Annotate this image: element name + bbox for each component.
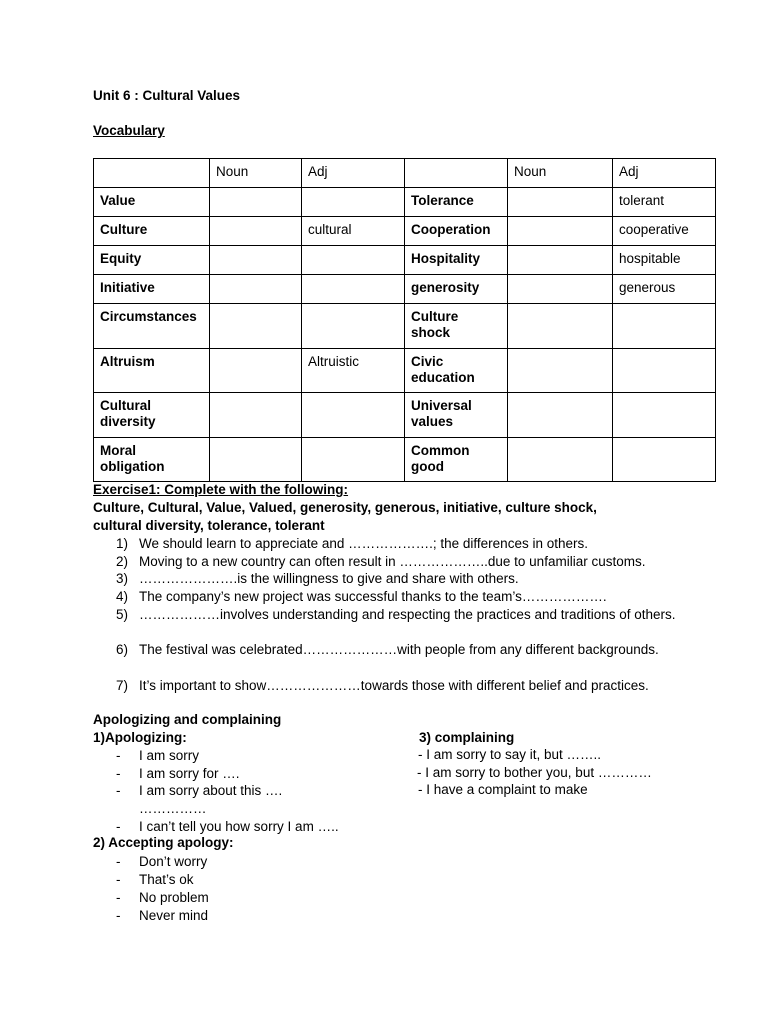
table-term-cell: Circumstances [94, 304, 210, 349]
item-text: Moving to a new country can often result in ………………..due to unfamiliar customs. [139, 554, 646, 569]
table-cell: Altruistic [302, 349, 405, 393]
complaining-phrase: - I am sorry to bother you, but ………… [417, 765, 652, 780]
table-cell [613, 349, 716, 393]
item-number: 1) [116, 536, 129, 551]
table-cell: cooperative [613, 217, 716, 246]
table-row [94, 188, 716, 217]
item-number: 6) [116, 642, 129, 657]
exercise1-heading: Exercise1: Complete with the following: [93, 482, 349, 497]
accepting-phrase: No problem [139, 890, 209, 905]
dash-bullet: - [116, 748, 121, 763]
table-term-cell: Value [94, 188, 210, 217]
table-cell [508, 393, 613, 438]
item-text: ………………involves understanding and respecting the practices and traditions of others. [139, 607, 676, 622]
vocabulary-table [93, 158, 716, 482]
complaining-heading: 3) complaining [419, 730, 515, 745]
table-cell [613, 393, 716, 438]
apology-phrase-continuation: …………… [139, 801, 207, 816]
vocabulary-heading: Vocabulary [93, 123, 165, 138]
table-header-cell: Noun [210, 159, 302, 188]
table-header-cell: Noun [508, 159, 613, 188]
accepting-phrase: Never mind [139, 908, 209, 923]
table-cell [508, 349, 613, 393]
table-cell [613, 304, 716, 349]
table-header-cell [405, 159, 508, 188]
table-term-cell: Culture shock [405, 304, 508, 349]
apologizing-complaining-heading: Apologizing and complaining [93, 712, 282, 727]
dash-bullet: - [116, 783, 121, 798]
table-cell [210, 188, 302, 217]
table-cell [302, 438, 405, 482]
table-row [94, 349, 716, 393]
table-term-cell: Moral obligation [94, 438, 210, 482]
table-cell [508, 275, 613, 304]
accepting-phrase: Don’t worry [139, 854, 208, 869]
accepting-phrase: That’s ok [139, 872, 194, 887]
table-cell [210, 349, 302, 393]
table-row [94, 217, 716, 246]
dash-bullet: - [116, 890, 121, 905]
table-cell [613, 438, 716, 482]
table-cell: cultural [302, 217, 405, 246]
item-text: The festival was celebrated…………………with people from any different backgrounds. [139, 642, 659, 657]
table-cell: hospitable [613, 246, 716, 275]
table-term-cell: Universal values [405, 393, 508, 438]
table-term-cell: Hospitality [405, 246, 508, 275]
table-term-cell: Initiative [94, 275, 210, 304]
apologizing-heading: 1)Apologizing: [93, 730, 187, 745]
table-term-cell: Culture [94, 217, 210, 246]
table-header-row [94, 159, 716, 188]
table-term-cell: Altruism [94, 349, 210, 393]
table-cell: tolerant [613, 188, 716, 217]
dash-bullet: - [116, 908, 121, 923]
table-cell: generous [613, 275, 716, 304]
table-cell [508, 438, 613, 482]
item-text: The company’s new project was successful thanks to the team’s………………. [139, 589, 607, 604]
dash-bullet: - [116, 819, 121, 834]
apology-phrase: I can’t tell you how sorry I am ….. [139, 819, 339, 834]
table-term-cell: Common good [405, 438, 508, 482]
table-row [94, 246, 716, 275]
dash-bullet: - [116, 854, 121, 869]
table-cell [302, 304, 405, 349]
table-row [94, 438, 716, 482]
item-text: We should learn to appreciate and ……………….; the differences in others. [139, 536, 588, 551]
table-cell [302, 275, 405, 304]
table-cell [210, 304, 302, 349]
table-cell [210, 217, 302, 246]
item-number: 2) [116, 554, 129, 569]
table-cell [508, 188, 613, 217]
complaining-phrase: - I have a complaint to make [418, 782, 588, 797]
table-cell [508, 246, 613, 275]
table-term-cell: Cooperation [405, 217, 508, 246]
table-row [94, 393, 716, 438]
table-cell [508, 304, 613, 349]
table-row [94, 275, 716, 304]
table-row [94, 304, 716, 349]
item-number: 4) [116, 589, 129, 604]
apology-phrase: I am sorry for …. [139, 766, 240, 781]
item-text: It’s important to show…………………towards those with different belief and practices. [139, 678, 649, 693]
apology-phrase: I am sorry about this …. [139, 783, 283, 798]
item-text: ………………….is the willingness to give and share with others. [139, 571, 519, 586]
dash-bullet: - [116, 766, 121, 781]
apology-phrase: I am sorry [139, 748, 200, 763]
table-term-cell: Tolerance [405, 188, 508, 217]
accepting-apology-heading: 2) Accepting apology: [93, 835, 234, 850]
table-cell [302, 188, 405, 217]
exercise1-word-bank-line2: cultural diversity, tolerance, tolerant [93, 518, 325, 533]
exercise1-word-bank-line1: Culture, Cultural, Value, Valued, generosity, generous, initiative, culture shock, [93, 500, 597, 515]
item-number: 7) [116, 678, 129, 693]
item-number: 3) [116, 571, 129, 586]
table-cell [210, 438, 302, 482]
complaining-phrase: - I am sorry to say it, but …….. [418, 747, 602, 762]
table-cell [210, 275, 302, 304]
table-cell [302, 393, 405, 438]
page-title: Unit 6 : Cultural Values [93, 88, 241, 103]
table-term-cell: Cultural diversity [94, 393, 210, 438]
table-term-cell: Civic education [405, 349, 508, 393]
table-cell [210, 393, 302, 438]
table-cell [508, 217, 613, 246]
table-header-cell: Adj [302, 159, 405, 188]
table-header-cell: Adj [613, 159, 716, 188]
table-cell [210, 246, 302, 275]
item-number: 5) [116, 607, 129, 622]
table-header-cell [94, 159, 210, 188]
table-term-cell: generosity [405, 275, 508, 304]
table-cell [302, 246, 405, 275]
table-term-cell: Equity [94, 246, 210, 275]
dash-bullet: - [116, 872, 121, 887]
